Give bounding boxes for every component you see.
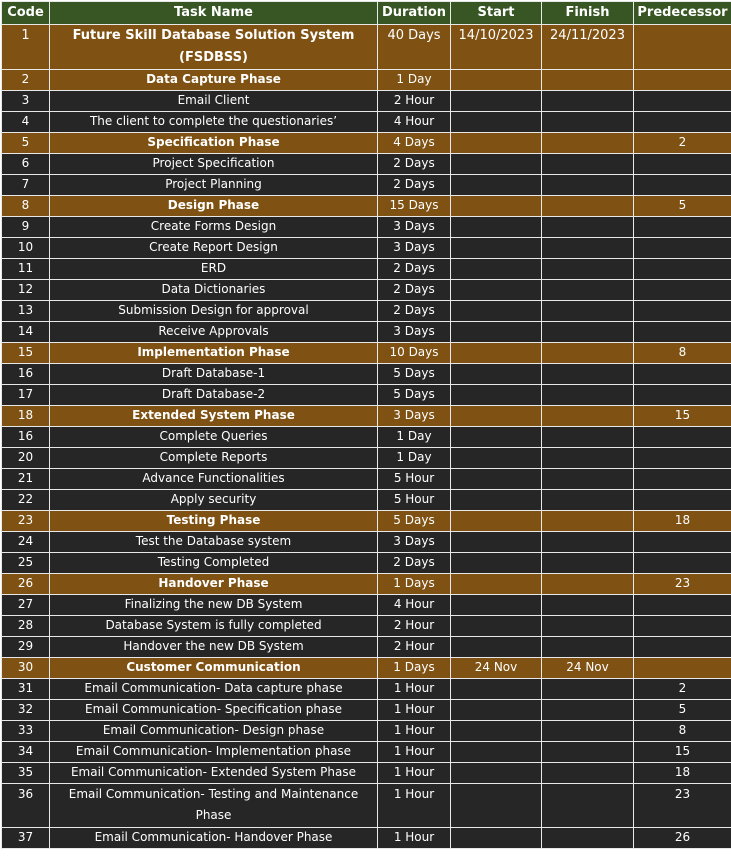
cell-duration: 1 Days [378, 574, 451, 595]
cell-predecessor [634, 238, 731, 259]
cell-task-name: Customer Communication [50, 658, 378, 679]
phase-row [2, 25, 731, 70]
task-row [2, 763, 731, 784]
cell-code: 2 [2, 70, 50, 91]
cell-task-name: Data Capture Phase [50, 70, 378, 91]
cell-task-name: ERD [50, 259, 378, 280]
project-plan-table [1, 1, 731, 849]
cell-predecessor [634, 616, 731, 637]
cell-task-name: Receive Approvals [50, 322, 378, 343]
cell-code: 22 [2, 490, 50, 511]
task-row [2, 742, 731, 763]
task-row [2, 721, 731, 742]
cell-task-name: Email Communication- Implementation phase [50, 742, 378, 763]
cell-task-name: Finalizing the new DB System [50, 595, 378, 616]
cell-predecessor: 8 [634, 343, 731, 364]
cell-start [451, 595, 542, 616]
cell-finish [542, 406, 634, 427]
cell-code: 29 [2, 637, 50, 658]
cell-start [451, 175, 542, 196]
cell-task-name: Complete Queries [50, 427, 378, 448]
cell-predecessor: 8 [634, 721, 731, 742]
phase-row [2, 196, 731, 217]
cell-code: 30 [2, 658, 50, 679]
cell-predecessor [634, 553, 731, 574]
cell-duration: 2 Hour [378, 637, 451, 658]
cell-finish [542, 217, 634, 238]
cell-duration: 2 Days [378, 154, 451, 175]
task-row [2, 280, 731, 301]
cell-start [451, 385, 542, 406]
cell-finish [542, 511, 634, 532]
cell-finish [542, 280, 634, 301]
task-row [2, 637, 731, 658]
cell-finish [542, 448, 634, 469]
cell-task-name: Design Phase [50, 196, 378, 217]
cell-task-name: Submission Design for approval [50, 301, 378, 322]
cell-code: 16 [2, 364, 50, 385]
cell-predecessor: 18 [634, 511, 731, 532]
cell-duration: 4 Days [378, 133, 451, 154]
cell-task-name: Apply security [50, 490, 378, 511]
cell-start [451, 91, 542, 112]
cell-predecessor [634, 469, 731, 490]
cell-duration: 2 Days [378, 280, 451, 301]
cell-duration: 1 Hour [378, 763, 451, 784]
cell-finish [542, 112, 634, 133]
cell-predecessor [634, 658, 731, 679]
cell-start [451, 343, 542, 364]
cell-start [451, 280, 542, 301]
task-row [2, 679, 731, 700]
cell-code: 6 [2, 154, 50, 175]
cell-duration: 2 Days [378, 175, 451, 196]
cell-task-name: Email Client [50, 91, 378, 112]
cell-finish [542, 343, 634, 364]
cell-start [451, 112, 542, 133]
cell-duration: 2 Days [378, 259, 451, 280]
task-row [2, 784, 731, 828]
cell-predecessor [634, 175, 731, 196]
cell-predecessor: 23 [634, 574, 731, 595]
cell-predecessor [634, 301, 731, 322]
cell-start [451, 427, 542, 448]
cell-duration: 3 Days [378, 406, 451, 427]
header-task-name: Task Name [50, 2, 378, 25]
cell-duration: 1 Hour [378, 721, 451, 742]
cell-task-name: Create Report Design [50, 238, 378, 259]
task-row [2, 595, 731, 616]
task-rows [2, 25, 731, 849]
cell-code: 15 [2, 343, 50, 364]
cell-task-name: Project Specification [50, 154, 378, 175]
cell-predecessor: 18 [634, 763, 731, 784]
cell-duration: 5 Days [378, 364, 451, 385]
cell-predecessor [634, 532, 731, 553]
task-row [2, 490, 731, 511]
cell-start [451, 70, 542, 91]
cell-finish [542, 679, 634, 700]
task-row [2, 175, 731, 196]
cell-finish [542, 364, 634, 385]
cell-code: 18 [2, 406, 50, 427]
cell-task-name: Project Planning [50, 175, 378, 196]
cell-start [451, 406, 542, 427]
task-row [2, 553, 731, 574]
cell-start [451, 700, 542, 721]
cell-finish [542, 427, 634, 448]
cell-finish [542, 553, 634, 574]
cell-code: 33 [2, 721, 50, 742]
cell-code: 16 [2, 427, 50, 448]
cell-duration: 2 Days [378, 301, 451, 322]
cell-task-name: Email Communication- Handover Phase [50, 828, 378, 849]
cell-duration: 1 Day [378, 70, 451, 91]
task-row [2, 469, 731, 490]
cell-finish [542, 490, 634, 511]
cell-code: 35 [2, 763, 50, 784]
cell-duration: 15 Days [378, 196, 451, 217]
task-row [2, 828, 731, 849]
cell-finish: 24/11/2023 [542, 25, 634, 70]
cell-code: 25 [2, 553, 50, 574]
cell-finish [542, 301, 634, 322]
cell-code: 3 [2, 91, 50, 112]
cell-start [451, 679, 542, 700]
cell-start [451, 553, 542, 574]
cell-task-name: Handover Phase [50, 574, 378, 595]
cell-start [451, 364, 542, 385]
cell-duration: 5 Days [378, 385, 451, 406]
cell-duration: 1 Days [378, 658, 451, 679]
cell-duration: 1 Hour [378, 784, 451, 828]
cell-start [451, 784, 542, 828]
cell-duration: 1 Hour [378, 679, 451, 700]
cell-code: 7 [2, 175, 50, 196]
cell-predecessor [634, 70, 731, 91]
cell-code: 36 [2, 784, 50, 828]
task-row [2, 238, 731, 259]
cell-finish [542, 721, 634, 742]
cell-task-name: Data Dictionaries [50, 280, 378, 301]
task-row [2, 532, 731, 553]
cell-finish [542, 70, 634, 91]
cell-code: 11 [2, 259, 50, 280]
cell-predecessor [634, 322, 731, 343]
cell-task-name: Database System is fully completed [50, 616, 378, 637]
cell-code: 20 [2, 448, 50, 469]
cell-code: 34 [2, 742, 50, 763]
cell-start [451, 448, 542, 469]
header-finish: Finish [542, 2, 634, 25]
cell-duration: 3 Days [378, 322, 451, 343]
cell-predecessor [634, 427, 731, 448]
cell-finish [542, 700, 634, 721]
cell-task-name: Handover the new DB System [50, 637, 378, 658]
task-row [2, 112, 731, 133]
cell-finish [542, 784, 634, 828]
cell-start [451, 301, 542, 322]
cell-start [451, 154, 542, 175]
task-row [2, 301, 731, 322]
cell-duration: 1 Hour [378, 828, 451, 849]
phase-row [2, 343, 731, 364]
header-row [2, 2, 731, 25]
cell-start [451, 532, 542, 553]
cell-predecessor [634, 91, 731, 112]
cell-code: 5 [2, 133, 50, 154]
cell-task-name: Test the Database system [50, 532, 378, 553]
cell-task-name: Draft Database-1 [50, 364, 378, 385]
cell-start [451, 511, 542, 532]
cell-task-name: Implementation Phase [50, 343, 378, 364]
cell-duration: 5 Hour [378, 469, 451, 490]
cell-start [451, 721, 542, 742]
header-predecessor: Predecessor [634, 2, 731, 25]
cell-start [451, 259, 542, 280]
cell-start [451, 469, 542, 490]
cell-code: 9 [2, 217, 50, 238]
cell-duration: 2 Days [378, 553, 451, 574]
cell-finish [542, 574, 634, 595]
cell-start: 24 Nov [451, 658, 542, 679]
header-code: Code [2, 2, 50, 25]
cell-code: 8 [2, 196, 50, 217]
task-row [2, 322, 731, 343]
phase-row [2, 133, 731, 154]
cell-task-name: The client to complete the questionaries’ [50, 112, 378, 133]
cell-predecessor: 2 [634, 133, 731, 154]
cell-predecessor: 5 [634, 196, 731, 217]
cell-finish [542, 238, 634, 259]
phase-row [2, 511, 731, 532]
cell-finish [542, 742, 634, 763]
cell-predecessor: 15 [634, 406, 731, 427]
cell-predecessor: 23 [634, 784, 731, 828]
cell-code: 17 [2, 385, 50, 406]
task-row [2, 91, 731, 112]
cell-task-name: Email Communication- Design phase [50, 721, 378, 742]
cell-duration: 10 Days [378, 343, 451, 364]
cell-code: 23 [2, 511, 50, 532]
cell-code: 26 [2, 574, 50, 595]
cell-task-name: Testing Completed [50, 553, 378, 574]
cell-finish [542, 133, 634, 154]
cell-task-name: Email Communication- Specification phase [50, 700, 378, 721]
cell-finish [542, 154, 634, 175]
cell-code: 37 [2, 828, 50, 849]
cell-start [451, 616, 542, 637]
cell-start [451, 196, 542, 217]
cell-duration: 3 Days [378, 217, 451, 238]
cell-duration: 1 Day [378, 427, 451, 448]
cell-predecessor: 2 [634, 679, 731, 700]
task-row [2, 427, 731, 448]
cell-finish [542, 196, 634, 217]
task-row [2, 385, 731, 406]
cell-code: 1 [2, 25, 50, 70]
cell-duration: 2 Hour [378, 91, 451, 112]
cell-start [451, 574, 542, 595]
cell-predecessor [634, 25, 731, 70]
cell-predecessor [634, 154, 731, 175]
task-row [2, 217, 731, 238]
cell-code: 12 [2, 280, 50, 301]
cell-finish: 24 Nov [542, 658, 634, 679]
cell-duration: 1 Day [378, 448, 451, 469]
cell-code: 21 [2, 469, 50, 490]
cell-task-name: Email Communication- Data capture phase [50, 679, 378, 700]
cell-start [451, 763, 542, 784]
header-start: Start [451, 2, 542, 25]
cell-duration: 40 Days [378, 25, 451, 70]
cell-predecessor [634, 448, 731, 469]
cell-start [451, 217, 542, 238]
cell-task-name: Email Communication- Extended System Phase [50, 763, 378, 784]
cell-code: 27 [2, 595, 50, 616]
cell-duration: 2 Hour [378, 616, 451, 637]
phase-row [2, 70, 731, 91]
cell-predecessor: 5 [634, 700, 731, 721]
cell-task-name: Future Skill Database Solution System (FSDBSS) [50, 25, 378, 70]
cell-duration: 3 Days [378, 238, 451, 259]
cell-predecessor [634, 595, 731, 616]
task-row [2, 364, 731, 385]
cell-task-name: Complete Reports [50, 448, 378, 469]
cell-finish [542, 763, 634, 784]
cell-task-name: Testing Phase [50, 511, 378, 532]
cell-predecessor [634, 490, 731, 511]
cell-start [451, 238, 542, 259]
cell-duration: 5 Days [378, 511, 451, 532]
cell-predecessor [634, 217, 731, 238]
cell-finish [542, 385, 634, 406]
cell-code: 4 [2, 112, 50, 133]
cell-predecessor [634, 259, 731, 280]
cell-task-name: Create Forms Design [50, 217, 378, 238]
cell-start [451, 322, 542, 343]
task-row [2, 259, 731, 280]
cell-finish [542, 259, 634, 280]
cell-code: 31 [2, 679, 50, 700]
cell-start [451, 742, 542, 763]
cell-task-name: Advance Functionalities [50, 469, 378, 490]
cell-finish [542, 469, 634, 490]
cell-code: 24 [2, 532, 50, 553]
task-row [2, 448, 731, 469]
task-row [2, 700, 731, 721]
cell-predecessor [634, 385, 731, 406]
cell-task-name: Extended System Phase [50, 406, 378, 427]
cell-finish [542, 91, 634, 112]
cell-duration: 5 Hour [378, 490, 451, 511]
cell-code: 28 [2, 616, 50, 637]
cell-start [451, 490, 542, 511]
cell-start [451, 133, 542, 154]
cell-finish [542, 616, 634, 637]
cell-start: 14/10/2023 [451, 25, 542, 70]
header-duration: Duration [378, 2, 451, 25]
phase-row [2, 658, 731, 679]
cell-code: 10 [2, 238, 50, 259]
cell-finish [542, 637, 634, 658]
cell-predecessor: 15 [634, 742, 731, 763]
cell-duration: 1 Hour [378, 700, 451, 721]
cell-duration: 4 Hour [378, 112, 451, 133]
cell-duration: 1 Hour [378, 742, 451, 763]
cell-finish [542, 175, 634, 196]
task-row [2, 616, 731, 637]
cell-finish [542, 595, 634, 616]
cell-start [451, 828, 542, 849]
cell-finish [542, 828, 634, 849]
cell-finish [542, 322, 634, 343]
cell-duration: 3 Days [378, 532, 451, 553]
phase-row [2, 574, 731, 595]
phase-row [2, 406, 731, 427]
cell-task-name: Specification Phase [50, 133, 378, 154]
cell-start [451, 637, 542, 658]
cell-predecessor: 26 [634, 828, 731, 849]
task-row [2, 154, 731, 175]
cell-duration: 4 Hour [378, 595, 451, 616]
cell-finish [542, 532, 634, 553]
cell-code: 13 [2, 301, 50, 322]
cell-task-name: Draft Database-2 [50, 385, 378, 406]
cell-predecessor [634, 112, 731, 133]
cell-code: 32 [2, 700, 50, 721]
cell-predecessor [634, 364, 731, 385]
cell-predecessor [634, 280, 731, 301]
cell-task-name: Email Communication- Testing and Maintenance Phase [50, 784, 378, 828]
cell-predecessor [634, 637, 731, 658]
cell-code: 14 [2, 322, 50, 343]
